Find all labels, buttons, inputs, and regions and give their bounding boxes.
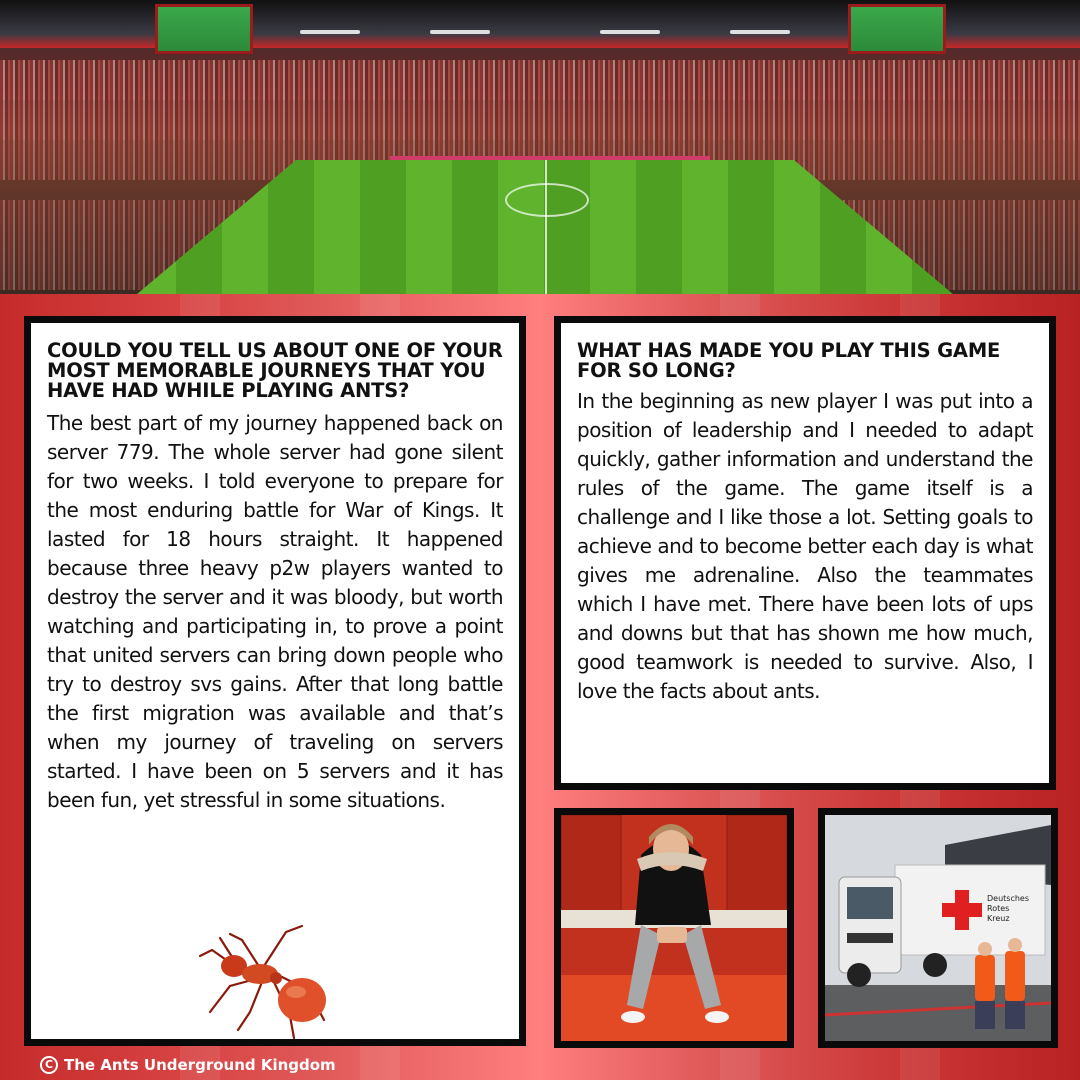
scoreboard-screen bbox=[848, 4, 946, 54]
right-qa-panel bbox=[554, 316, 1056, 790]
left-question: COULD YOU TELL US ABOUT ONE OF YOUR MOST MEMORABLE JOURNEYS THAT YOU HAVE HAD WHILE PLAYING ANTS? bbox=[47, 339, 503, 402]
floodlight bbox=[730, 30, 790, 34]
stands-crowd bbox=[0, 100, 1080, 140]
ant-illustration bbox=[190, 920, 340, 1040]
copyright-footer bbox=[40, 1053, 336, 1077]
copyright-icon: C bbox=[40, 1056, 58, 1074]
stands-crowd bbox=[0, 60, 1080, 100]
floodlight bbox=[430, 30, 490, 34]
scoreboard-screen bbox=[155, 4, 253, 54]
floodlight bbox=[600, 30, 660, 34]
pitch-center-circle bbox=[505, 183, 589, 217]
floodlight bbox=[300, 30, 360, 34]
copyright-text: The Ants Underground Kingdom bbox=[64, 1056, 336, 1074]
right-question: WHAT HAS MADE YOU PLAY THIS GAME FOR SO LONG? bbox=[577, 339, 1001, 382]
player-photo bbox=[554, 808, 794, 1048]
red-cross-truck-photo bbox=[818, 808, 1058, 1048]
truck-scene bbox=[825, 815, 1051, 1041]
right-answer: In the beginning as new player I was put into a position of leadership and I needed to adapt quickly, gather information and understand the rules of the game. The game itself is a challenge and I like those a lot. Setting goals to achieve and to become better each day is what gives me adrenaline. Also the teammates which I have met. There have been lots of ups and downs but that has shown me how much, good teamwork is needed to survive. Also, I love the facts about ants. bbox=[577, 389, 1033, 703]
locker-room-scene bbox=[561, 815, 787, 1041]
pitch-halfway-line bbox=[545, 160, 547, 294]
left-answer: The best part of my journey happened back on server 779. The whole server had gone silent for two weeks. I told everyone to prepare for the most enduring battle for War of Kings. It lasted for 18 hours straight. It happened because three heavy p2w players wanted to destroy the server and it was bloody, but worth watching and participating in, to prove a point that united servers can bring down people who try to destroy svs gains. After that long battle the first migration was available and that’s when my journey of traveling on servers started. I have been on 5 servers and it has been fun, yet stressful in some situations. bbox=[47, 411, 503, 812]
truck-lettering: Deutsches Rotes Kreuz bbox=[987, 894, 1030, 923]
